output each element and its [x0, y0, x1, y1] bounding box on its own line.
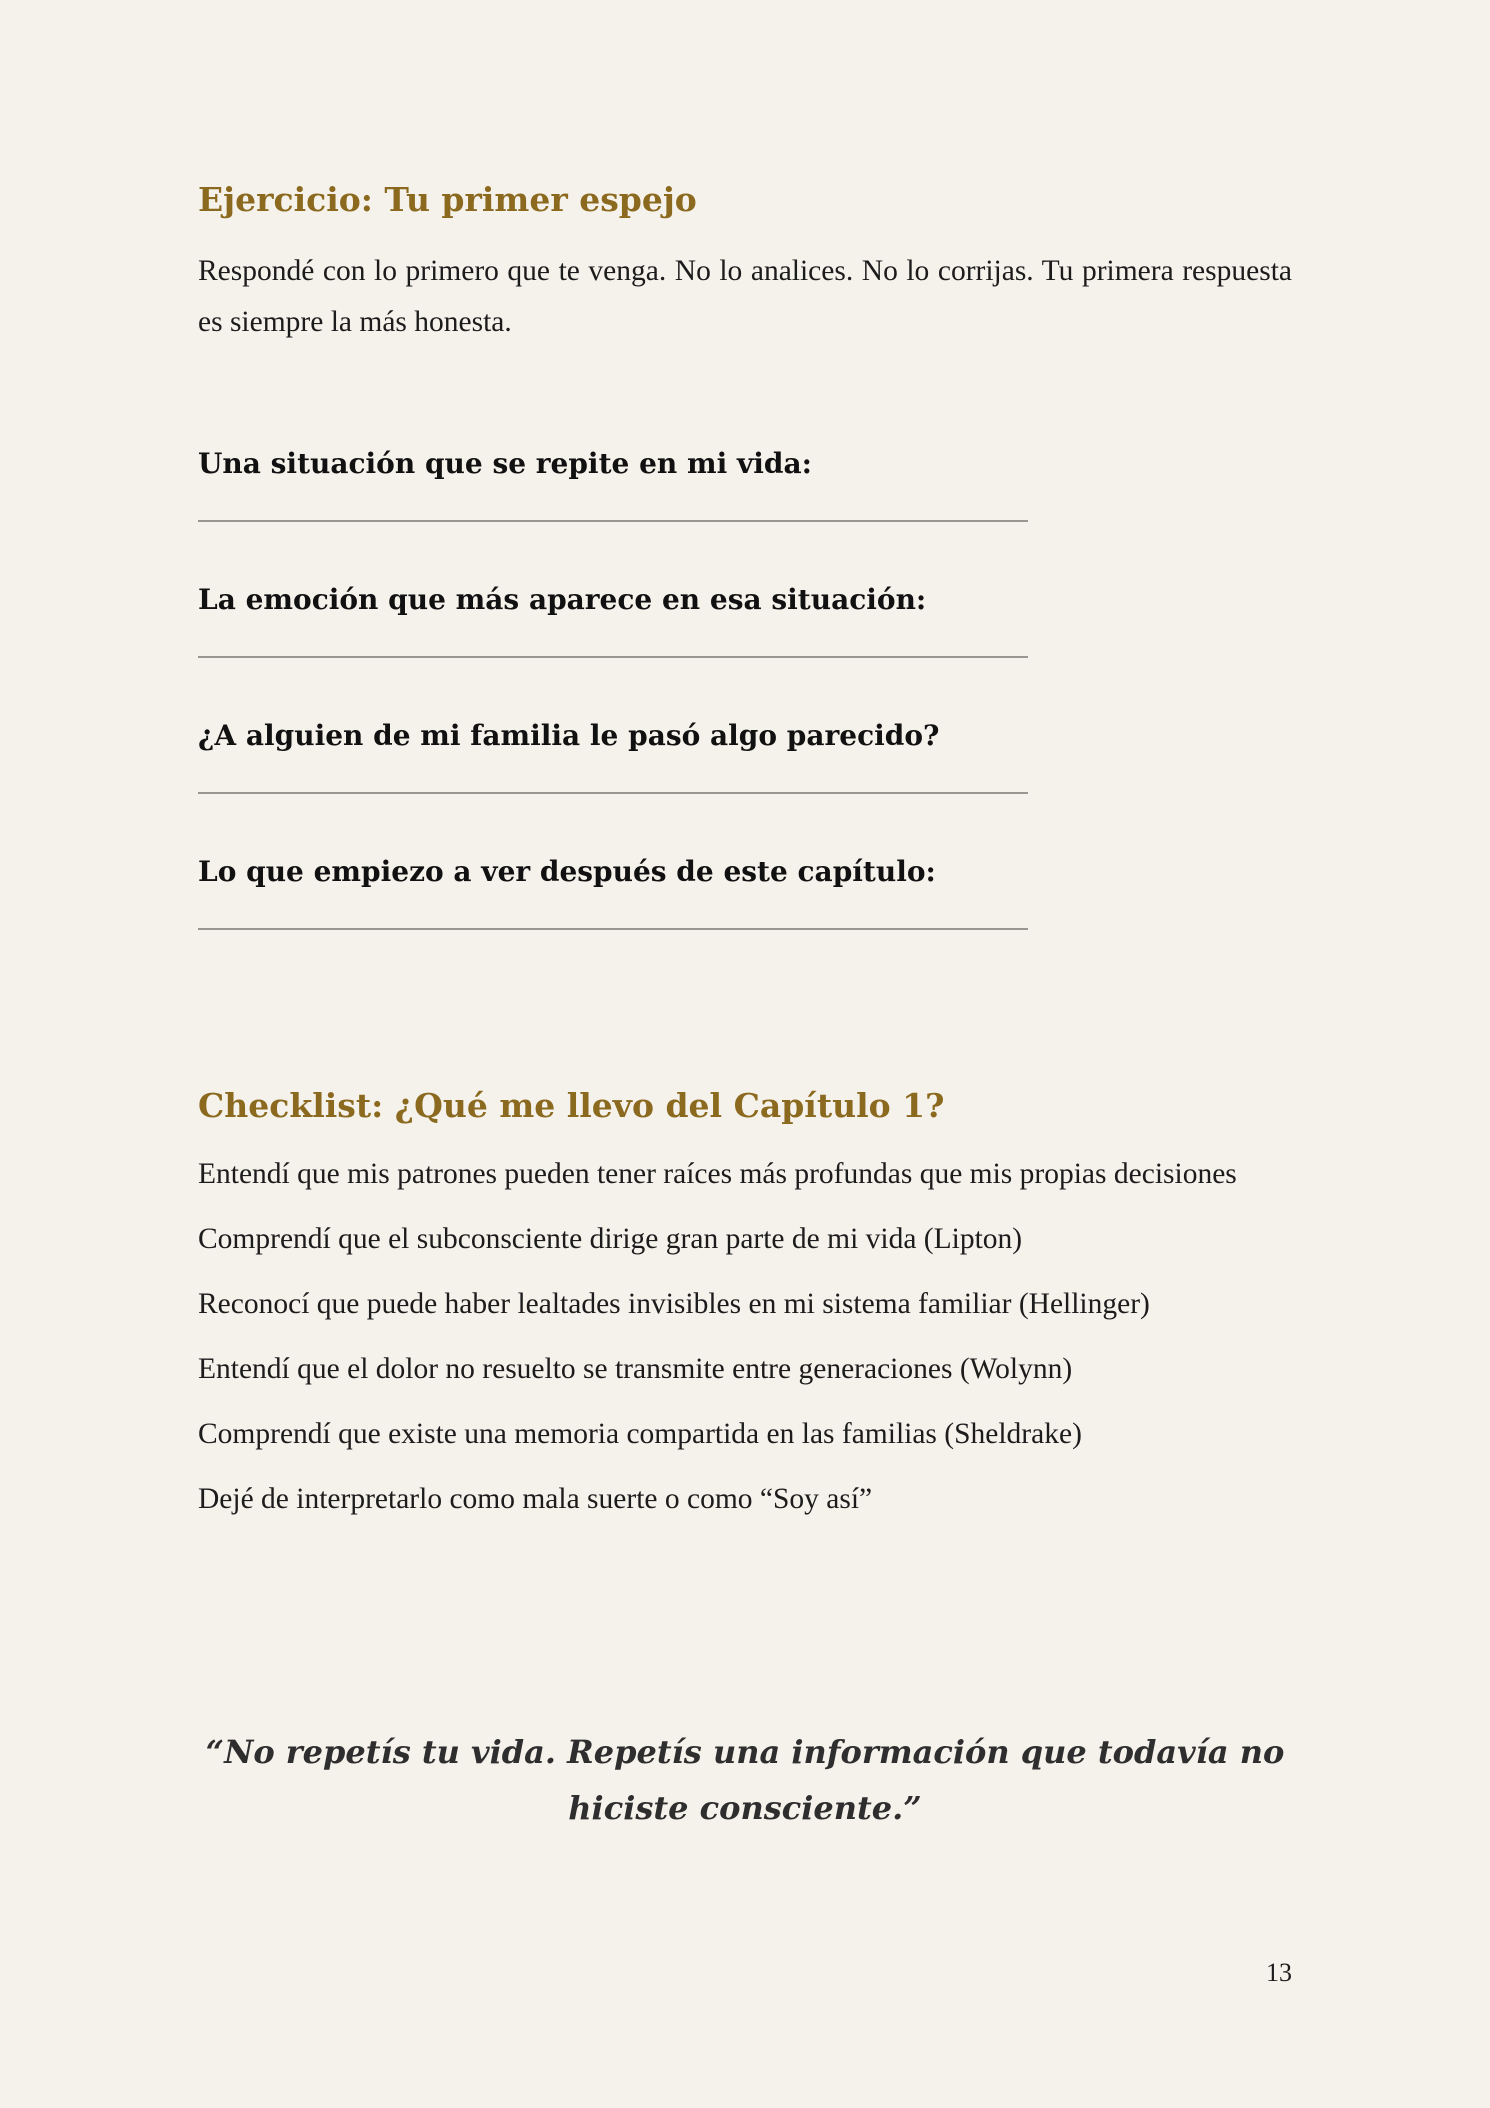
checklist-item: Comprendí que el subconsciente dirige gran parte de mi vida (Lipton) [198, 1223, 1023, 1255]
checklist-title: Checklist: ¿Qué me llevo del Capítulo 1? [198, 1086, 945, 1125]
answer-line[interactable] [198, 928, 1028, 930]
checklist-item: Entendí que mis patrones pueden tener raíces más profundas que mis propias decisiones [198, 1158, 1237, 1190]
question-block [198, 582, 1028, 618]
document-page [198, 0, 1292, 2108]
checklist [198, 1152, 1292, 1542]
answer-line[interactable] [198, 520, 1028, 522]
answer-line[interactable] [198, 792, 1028, 794]
checklist-item: Dejé de interpretarlo como mala suerte o como “Soy así” [198, 1483, 873, 1515]
question-label: La emoción que más aparece en esa situación: [198, 583, 927, 616]
question-label: Una situación que se repite en mi vida: [198, 447, 812, 480]
exercise-title: Ejercicio: Tu primer espejo [198, 180, 697, 219]
checklist-item: Comprendí que existe una memoria compartida en las familias (Sheldrake) [198, 1418, 1082, 1450]
answer-line[interactable] [198, 656, 1028, 658]
page-number: 13 [1266, 1958, 1292, 1987]
question-block [198, 854, 1028, 890]
question-block [198, 718, 1028, 754]
checklist-item: Entendí que el dolor no resuelto se transmite entre generaciones (Wolynn) [198, 1353, 1073, 1385]
question-label: Lo que empiezo a ver después de este capítulo: [198, 855, 936, 888]
closing-quote: “No repetís tu vida. Repetís una información que todavía no hiciste consciente.” [205, 1733, 1285, 1827]
exercise-intro: Respondé con lo primero que te venga. No lo analices. No lo corrijas. Tu primera respuesta es siempre la más honesta. [198, 255, 1292, 338]
question-block [198, 446, 1028, 482]
checklist-item: Reconocí que puede haber lealtades invisibles en mi sistema familiar (Hellinger) [198, 1288, 1150, 1320]
question-label: ¿A alguien de mi familia le pasó algo parecido? [198, 719, 940, 752]
